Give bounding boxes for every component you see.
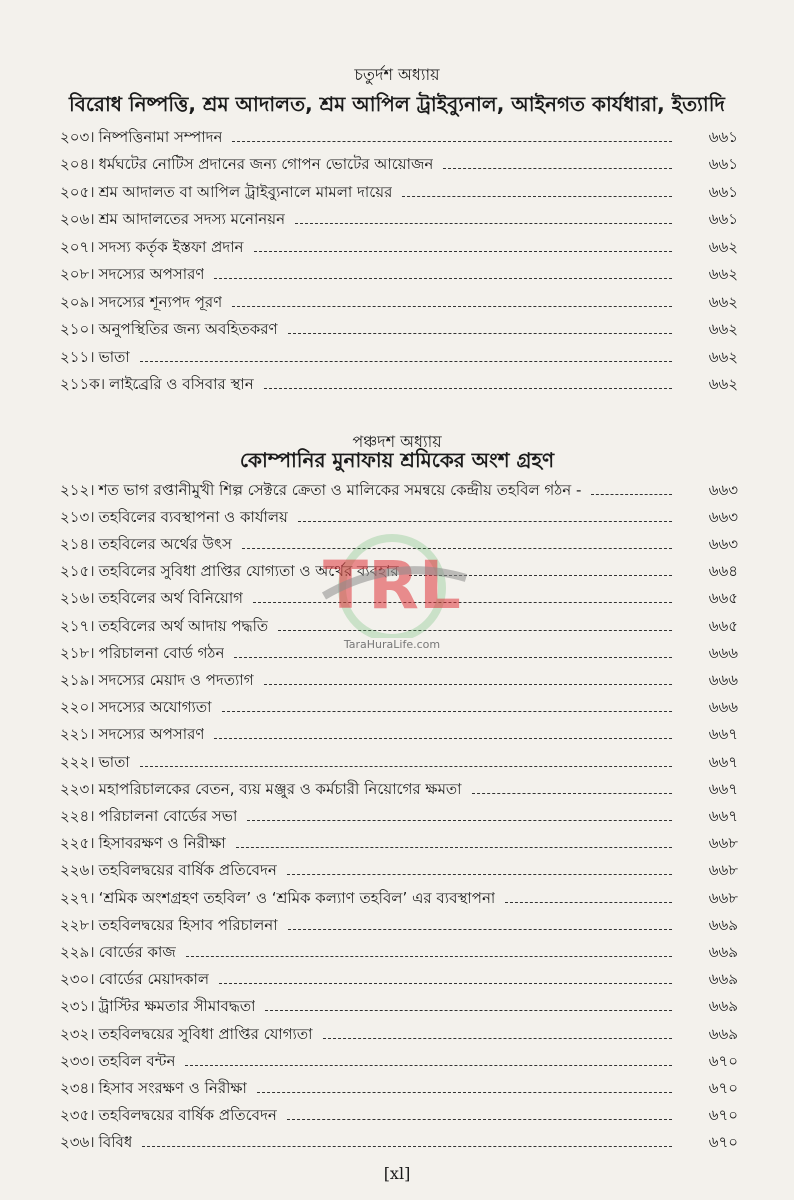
- toc-entry-number: ২১৬।: [60, 589, 95, 608]
- toc-entry-page: ৬৭০: [708, 1078, 738, 1097]
- dashed-leader: [140, 361, 672, 362]
- dashed-leader: [278, 630, 672, 631]
- dashed-leader: [409, 575, 672, 576]
- toc-entry-title: সদস্যের মেয়াদ ও পদত্যাগ: [98, 670, 254, 689]
- toc-entry-page: ৬৬৯: [708, 970, 738, 989]
- toc-entry-number: ২৩৩।: [60, 1051, 95, 1070]
- toc-entry: [60, 125, 738, 151]
- toc-entry-number: ২২৬।: [60, 861, 95, 880]
- toc-entry-number: ২২৪।: [60, 806, 95, 825]
- toc-entry: [60, 696, 738, 722]
- dashed-leader: [443, 168, 672, 169]
- toc-entry-number: ২৩৫।: [60, 1106, 95, 1125]
- dashed-leader: [142, 1146, 672, 1147]
- toc-entry-page: ৬৬৪: [708, 562, 738, 581]
- toc-entry-title: সদস্যের শূন্যপদ পূরণ: [98, 292, 223, 311]
- toc-entry-title: সদস্যের অযোগ্যতা: [98, 698, 212, 717]
- dashed-leader: [219, 983, 672, 984]
- toc-entry: [60, 940, 738, 966]
- toc-entry: [60, 290, 738, 316]
- toc-entry: [60, 832, 738, 858]
- toc-entry-page: ৬৬২: [708, 237, 738, 256]
- toc-entry-page: ৬৬২: [708, 292, 738, 311]
- toc-entry-title: তহবিলের অর্থ বিনিয়োগ: [98, 589, 244, 608]
- toc-entry-title: তহবিলের সুবিধা প্রাপ্তির যোগ্যতা ও অর্থের ব্যবহার: [98, 562, 399, 581]
- toc-entry: [60, 614, 738, 640]
- toc-entry-page: ৬৬৮: [708, 888, 738, 907]
- toc-entry-number: ২০৬।: [60, 210, 95, 228]
- toc-entry-page: ৬৬৫: [708, 589, 738, 608]
- toc-entry-title: ভাতা: [98, 752, 130, 771]
- toc-entry-title: তহবিলের অর্থের উৎস: [98, 534, 232, 553]
- toc-entry-page: ৬৬২: [708, 375, 738, 393]
- toc-entry-number: ২২৮।: [60, 915, 95, 934]
- toc-entry-title: তহবিলদ্বয়ের বার্ষিক প্রতিবেদন: [98, 861, 277, 880]
- toc-entry-page: ৬৬৬: [708, 670, 738, 689]
- dashed-leader: [288, 333, 672, 334]
- toc-entry-page: ৬৬৫: [708, 616, 738, 635]
- toc-entry-number: ২৩৪।: [60, 1078, 95, 1097]
- toc-entry: [60, 723, 738, 749]
- toc-entry-number: ২১৭।: [60, 616, 95, 635]
- toc-entry: [60, 913, 738, 939]
- toc-entry-title: বোর্ডের কাজ: [98, 942, 176, 961]
- toc-entry-number: ২১৮।: [60, 643, 95, 662]
- toc-entry-title: পরিচালনা বোর্ডের সভা: [98, 806, 238, 825]
- toc-entry-page: ৬৭০: [708, 1051, 738, 1070]
- toc-entry-number: ২০৫।: [60, 182, 95, 201]
- dashed-leader: [264, 388, 672, 389]
- toc-entry: [60, 208, 738, 234]
- toc-entry-page: ৬৬৭: [708, 806, 738, 825]
- toc-entry: [60, 804, 738, 830]
- toc-entry: [60, 886, 738, 912]
- dashed-leader: [472, 793, 672, 794]
- dashed-leader: [242, 548, 672, 549]
- toc-entry-page: ৬৬৮: [708, 861, 738, 880]
- svg-text:TRL: TRL: [323, 547, 461, 624]
- toc-entry-title: ট্রাস্টির ক্ষমতার সীমাবদ্ধতা: [98, 997, 256, 1016]
- toc-entry-title: হিসাবরক্ষণ ও নিরীক্ষা: [98, 834, 226, 853]
- toc-entry-title: সদস্য কর্তৃক ইস্তফা প্রদান: [98, 237, 244, 256]
- toc-entry: [60, 668, 738, 694]
- dashed-leader: [505, 902, 672, 903]
- dashed-leader: [288, 929, 672, 930]
- toc-entry-page: ৬৬১: [708, 182, 738, 201]
- dashed-leader: [185, 1065, 672, 1066]
- toc-entry-title: শ্রম আদালতের সদস্য মনোনয়ন: [98, 210, 286, 228]
- dashed-leader: [247, 820, 672, 821]
- toc-entry-title: তহবিলদ্বয়ের সুবিধা প্রাপ্তির যোগ্যতা: [98, 1024, 313, 1043]
- toc-entry-title: তহবিল বন্টন: [98, 1051, 176, 1070]
- toc-entry: [60, 560, 738, 586]
- toc-entry: [60, 345, 738, 371]
- toc-entry-number: ২১২।: [60, 480, 95, 499]
- toc-entry-page: ৬৬৯: [708, 1024, 738, 1043]
- toc-entry-page: ৬৭০: [708, 1106, 738, 1125]
- toc-entry-number: ২০৯।: [60, 292, 95, 311]
- toc-entry: [60, 235, 738, 261]
- toc-entry: [60, 318, 738, 344]
- toc-entry-title: ভাতা: [98, 347, 130, 366]
- toc-entry-page: ৬৬২: [708, 320, 738, 338]
- toc-entry-title: ‘শ্রমিক অংশগ্রহণ তহবিল’ ও ‘শ্রমিক কল্যাণ তহবিল’ এর ব্যবস্থাপনা: [98, 888, 496, 907]
- toc-entry-title: শত ভাগ রপ্তানীমুখী শিল্প সেক্টরে ক্রেতা ও মালিকের সমন্বয়ে কেন্দ্রীয় তহবিল গঠন -: [98, 480, 582, 499]
- toc-entry-title: নিষ্পত্তিনামা সম্পাদন: [98, 127, 223, 146]
- toc-entry-number: ২১৯।: [60, 670, 95, 689]
- dashed-leader: [287, 874, 672, 875]
- toc-entry: [60, 532, 738, 558]
- toc-entry-number: ২৩২।: [60, 1024, 95, 1043]
- toc-entry: [60, 1049, 738, 1075]
- toc-entry-page: ৬৬২: [708, 265, 738, 283]
- toc-entry-number: ২২৯।: [60, 942, 95, 961]
- toc-entry-number: ২১৩।: [60, 507, 95, 526]
- toc-entry-page: ৬৬৯: [708, 997, 738, 1016]
- dashed-leader: [214, 738, 672, 739]
- toc-entry-number: ২৩১।: [60, 997, 95, 1016]
- dashed-leader: [232, 141, 672, 142]
- toc-entry-title: হিসাব সংরক্ষণ ও নিরীক্ষা: [98, 1078, 247, 1097]
- toc-entry: [60, 1131, 738, 1157]
- toc-entry-page: ৬৬৮: [708, 834, 738, 853]
- toc-entry-number: ২০৪।: [60, 155, 95, 173]
- chapter-15-title: কোম্পানির মুনাফায় শ্রমিকের অংশ গ্রহণ: [239, 448, 555, 472]
- toc-entry-number: ২০৩।: [60, 127, 95, 146]
- toc-entry: [60, 995, 738, 1021]
- toc-entry-number: ২১৫।: [60, 562, 95, 581]
- toc-entry-number: ২১১।: [60, 347, 95, 366]
- toc-entry-number: ২১০।: [60, 320, 95, 338]
- dashed-leader: [264, 684, 672, 685]
- toc-entry-page: ৬৬৯: [708, 915, 738, 934]
- dashed-leader: [265, 1010, 672, 1011]
- toc-entry-number: ২২৩।: [60, 779, 95, 798]
- toc-entry-number: ২২০।: [60, 698, 95, 717]
- toc-entry-title: ধর্মঘটের নোটিস প্রদানের জন্য গোপন ভোটের আয়োজন: [98, 155, 434, 173]
- toc-entry-page: ৬৬৬: [708, 698, 738, 717]
- dashed-leader: [232, 306, 672, 307]
- toc-entry-page: ৬৬১: [708, 127, 738, 146]
- toc-entry-page: ৬৬১: [708, 210, 738, 228]
- chapter-14-label: চতুর্দশ অধ্যায়: [354, 65, 440, 84]
- toc-entry-title: তহবিলের ব্যবস্থাপনা ও কার্যালয়: [98, 507, 288, 526]
- toc-entry: [60, 859, 738, 885]
- dashed-leader: [257, 1092, 672, 1093]
- toc-entry: [60, 505, 738, 531]
- dashed-leader: [214, 278, 672, 279]
- toc-entry-title: শ্রম আদালত বা আপিল ট্রাইব্যুনালে মামলা দায়ের: [98, 182, 393, 201]
- dashed-leader: [298, 521, 672, 522]
- toc-entry-title: সদস্যের অপসারণ: [98, 725, 205, 744]
- toc-entry-title: তহবিলদ্বয়ের হিসাব পরিচালনা: [98, 915, 278, 934]
- chapter-15-label: পঞ্চদশ অধ্যায়: [352, 432, 442, 451]
- toc-entry: [60, 587, 738, 613]
- toc-entry-title: মহাপরিচালকের বেতন, ব্যয় মঞ্জুর ও কর্মচারী নিয়োগের ক্ষমতা: [98, 779, 462, 798]
- toc-entry-title: পরিচালনা বোর্ড গঠন: [98, 643, 225, 662]
- toc-entry-number: ২২৭।: [60, 888, 95, 907]
- toc-entry-number: ২১১ক।: [60, 375, 106, 393]
- toc-entry-number: ২২১।: [60, 725, 95, 744]
- toc-entry-page: ৬৬১: [708, 155, 738, 173]
- toc-entry: [60, 1022, 738, 1048]
- toc-entry-page: ৬৬৬: [708, 643, 738, 662]
- toc-entry-page: ৬৬৭: [708, 779, 738, 798]
- toc-entry-title: তহবিলের অর্থ আদায় পদ্ধতি: [98, 616, 269, 635]
- toc-entry-page: ৬৬৩: [708, 507, 738, 526]
- dashed-leader: [287, 1119, 672, 1120]
- toc-entry-number: ২১৪।: [60, 534, 95, 553]
- toc-entry: [60, 968, 738, 994]
- toc-entry: [60, 153, 738, 179]
- toc-entry: [60, 180, 738, 206]
- toc-entry-page: ৬৬৭: [708, 725, 738, 744]
- toc-entry-page: ৬৬৩: [708, 480, 738, 499]
- toc-entry-number: ২২৫।: [60, 834, 95, 853]
- toc-entry-page: ৬৬৭: [708, 752, 738, 771]
- dashed-leader: [295, 223, 672, 224]
- dashed-leader: [236, 847, 672, 848]
- dashed-leader: [140, 766, 672, 767]
- toc-entry: [60, 777, 738, 803]
- toc-entry-title: বোর্ডের মেয়াদকাল: [98, 970, 209, 989]
- chapter-14-title: বিরোধ নিষ্পত্তি, শ্রম আদালত, শ্রম আপিল ট্রাইব্যুনাল, আইনগত কার্যধারা, ইত্যাদি: [69, 92, 725, 116]
- dashed-leader: [323, 1038, 673, 1039]
- toc-entry: [60, 373, 738, 399]
- toc-entry-title: লাইব্রেরি ও বসিবার স্থান: [109, 375, 254, 393]
- toc-entry: [60, 478, 738, 504]
- dashed-leader: [253, 602, 672, 603]
- page-number: [xl]: [383, 1164, 411, 1183]
- toc-entry-number: ২২২।: [60, 752, 95, 771]
- toc-entry: [60, 1076, 738, 1102]
- toc-entry: [60, 1104, 738, 1130]
- toc-entry-page: ৬৬২: [708, 347, 738, 366]
- toc-entry-number: ২০৮।: [60, 265, 95, 283]
- toc-entry-page: ৬৬৯: [708, 942, 738, 961]
- toc-entry: [60, 641, 738, 667]
- dashed-leader: [234, 657, 672, 658]
- dashed-leader: [254, 251, 672, 252]
- toc-entry-title: তহবিলদ্বয়ের বার্ষিক প্রতিবেদন: [98, 1106, 277, 1125]
- toc-entry-title: বিবিধ: [98, 1133, 133, 1152]
- dashed-leader: [591, 494, 672, 495]
- watermark-site: TaraHuraLife.com: [343, 638, 441, 651]
- dashed-leader: [222, 711, 672, 712]
- toc-entry: [60, 750, 738, 776]
- toc-entry-number: ২৩০।: [60, 970, 95, 989]
- dashed-leader: [402, 196, 672, 197]
- toc-entry-page: ৬৭০: [708, 1133, 738, 1152]
- toc-entry: [60, 263, 738, 289]
- toc-entry-title: অনুপস্থিতির জন্য অবহিতকরণ: [98, 320, 278, 338]
- toc-entry-title: সদস্যের অপসারণ: [98, 265, 205, 283]
- toc-entry-number: ২০৭।: [60, 237, 95, 256]
- toc-entry-number: ২৩৬।: [60, 1133, 95, 1152]
- dashed-leader: [186, 956, 672, 957]
- toc-entry-page: ৬৬৩: [708, 534, 738, 553]
